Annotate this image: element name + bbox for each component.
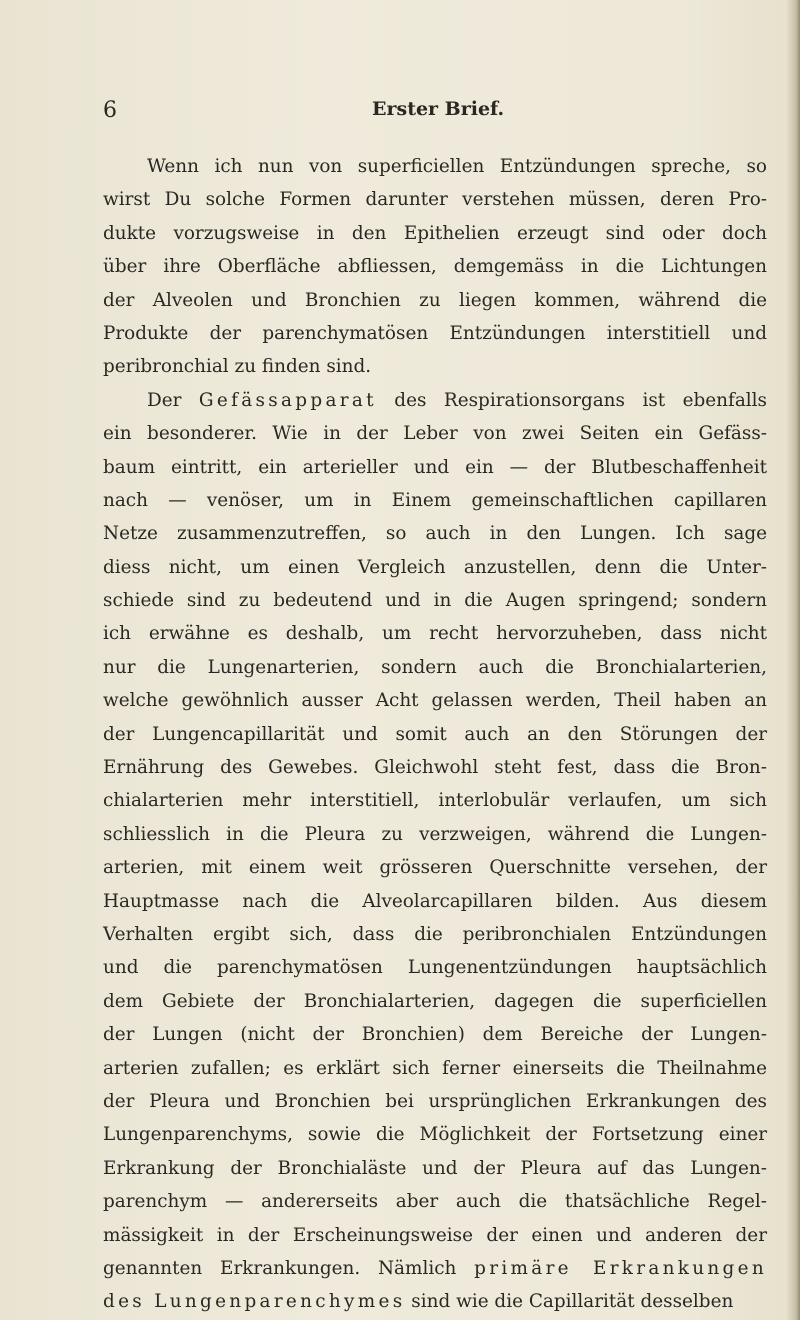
text-line: dem Gebiete der Bronchialarterien, dagegen die superficiellen [103,990,767,1012]
text-line: welche gewöhnlich ausser Acht gelassen werden, Theil haben an [103,690,767,712]
text-line: schliesslich in die Pleura zu verzweigen, während die Lungen- [103,823,767,845]
text-line: der Lungen (nicht der Bronchien) dem Bereiche der Lungen- [103,1024,767,1046]
page-number: 6 [103,98,117,123]
line-segment: genannten Erkrankungen. Nämlich [103,1257,475,1279]
text-line: Verhalten ergibt sich, dass die peribronchialen Entzündungen [103,923,767,945]
text-line: der Alveolen und Bronchien zu liegen kommen, während die [103,289,767,311]
text-line [103,384,767,417]
text-line: Netze zusammenzutreffen, so auch in den Lungen. Ich sage [103,523,767,545]
text-line: Erkrankung der Bronchialäste und der Pleura auf das Lungen- [103,1157,767,1179]
body-text [103,150,767,1319]
text-line: nach — venöser, um in Einem gemeinschaftlichen capillaren [103,489,767,511]
text-line: nur die Lungenarterien, sondern auch die Bronchialarterien, [103,656,767,678]
text-line: der Lungencapillarität und somit auch an den Störungen der [103,723,767,745]
text-line: peribronchial zu finden sind. [103,356,372,378]
page-header [0,92,800,126]
emphasized-term: primäre Erkrankungen [474,1257,767,1279]
running-title: Erster Brief. [372,98,505,120]
text-line: parenchym — andererseits aber auch die thatsächliche Regel- [103,1191,767,1213]
text-line: über ihre Oberfläche abfliessen, demgemäss in die Lichtungen [103,256,767,278]
text-line: chialarterien mehr interstitiell, interlobulär verlaufen, um sich [103,790,767,812]
line-segment: sind wie die Capillarität desselben [405,1291,734,1313]
text-line: Hauptmasse nach die Alveolarcapillaren bilden. Aus diesem [103,890,767,912]
line-segment: des Respirationsorgans ist ebenfalls [376,389,767,411]
text-line: dukte vorzugsweise in den Epithelien erzeugt sind oder doch [103,222,767,244]
text-line: ich erwähne es deshalb, um recht hervorzuheben, dass nicht [103,623,767,645]
text-line: mässigkeit in der Erscheinungsweise der einen und anderen der [103,1224,767,1246]
text-line: arterien, mit einem weit grösseren Querschnitte versehen, der [103,857,767,879]
text-line: Wenn ich nun von superficiellen Entzündungen spreche, so [147,156,767,177]
text-line: Lungenparenchyms, sowie die Möglichkeit der Fortsetzung einer [103,1124,767,1146]
emphasized-term: Gefässapparat [198,389,377,411]
text-line: arterien zufallen; es erklärt sich ferner einerseits die Theilnahme [103,1057,767,1079]
text-line: Produkte der parenchymatösen Entzündungen interstitiell und [103,322,767,344]
text-line [103,1285,767,1318]
text-line: wirst Du solche Formen darunter verstehen müssen, deren Pro- [103,189,767,211]
text-line: Ernährung des Gewebes. Gleichwohl steht fest, dass die Bron- [103,757,767,779]
line-segment: Der [147,389,199,411]
text-line: schiede sind zu bedeutend und in die Augen springend; sondern [103,590,767,612]
text-line: der Pleura und Bronchien bei ursprünglichen Erkrankungen des [103,1090,767,1112]
text-line: ein besonderer. Wie in der Leber von zwei Seiten ein Gefäss- [103,423,767,445]
text-line: diess nicht, um einen Vergleich anzustellen, denn die Unter- [103,556,767,578]
text-line: und die parenchymatösen Lungenentzündungen hauptsächlich [103,957,767,979]
text-line: baum eintritt, ein arterieller und ein — der Blutbeschaffenheit [103,456,767,478]
text-line [103,1252,767,1285]
emphasized-term: des Lungenparenchymes [103,1291,406,1313]
page-edge-shadow [786,0,800,1320]
